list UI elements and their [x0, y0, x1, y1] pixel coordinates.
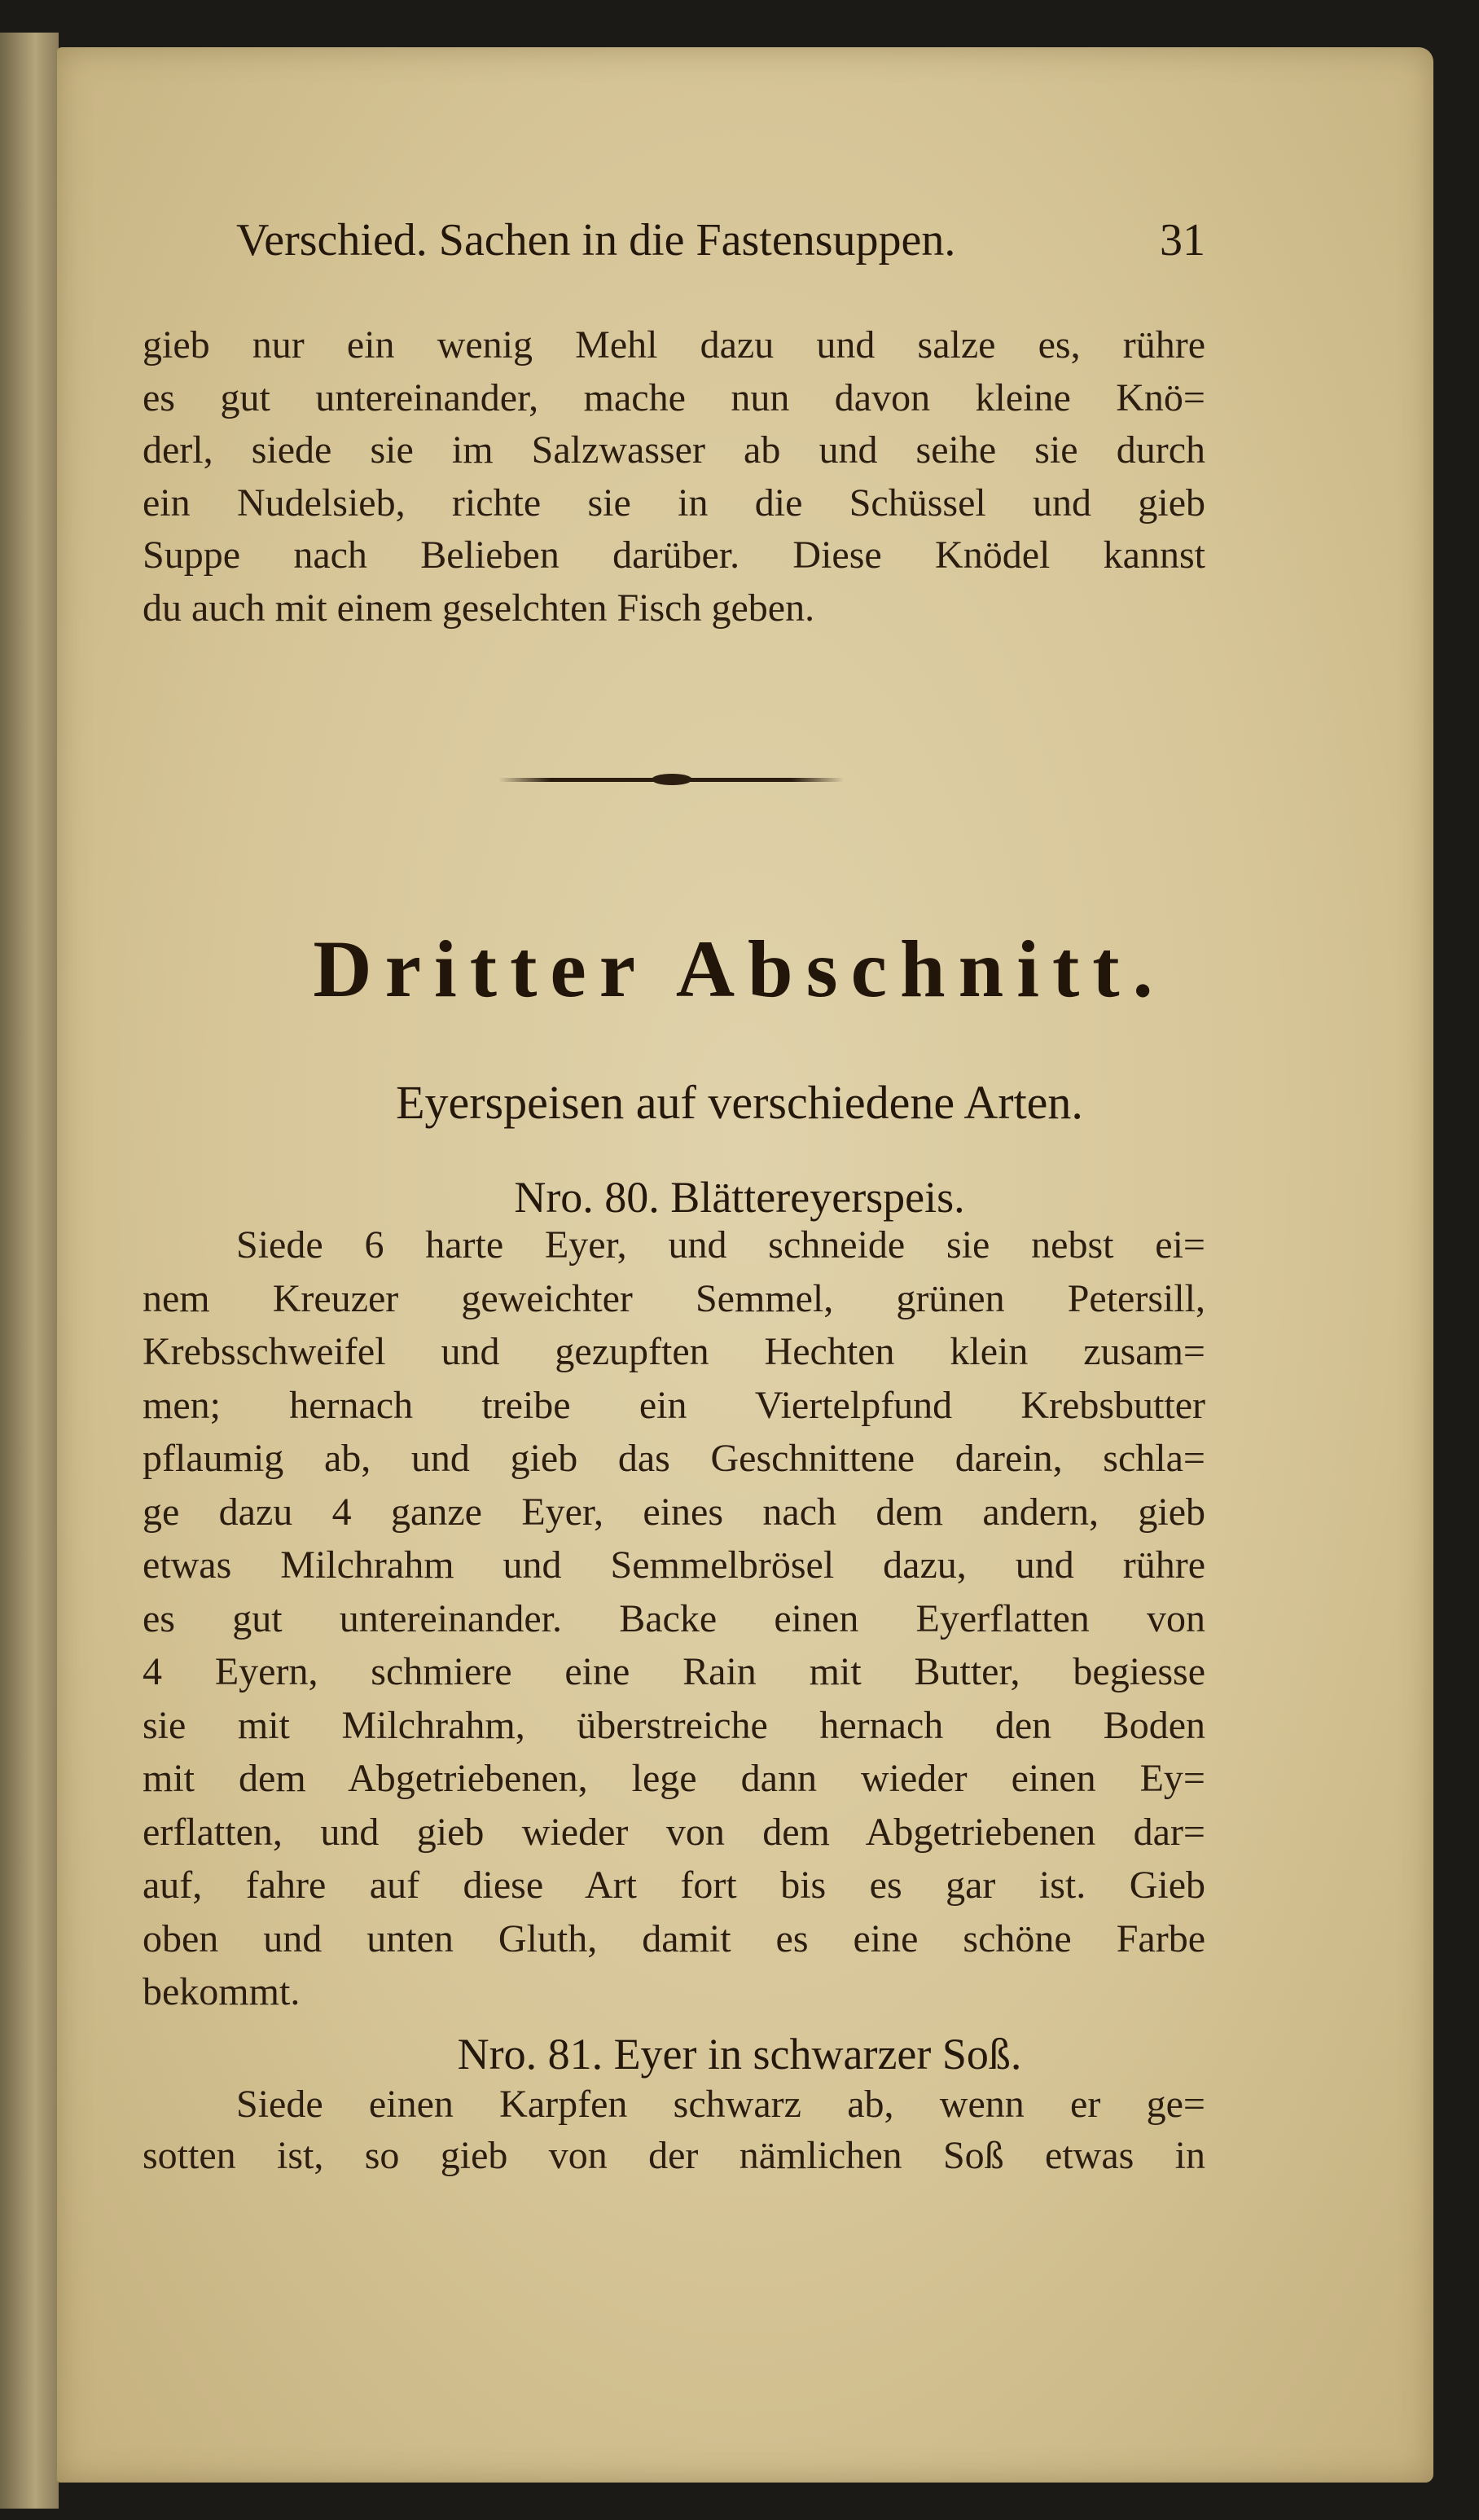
- text-line: derl, siede sie im Salzwasser ab und seihe sie durch: [143, 428, 1205, 472]
- text-line: gieb nur ein wenig Mehl dazu und salze es, rühre: [143, 323, 1205, 367]
- text-line: Siede einen Karpfen schwarz ab, wenn er ge=: [236, 2083, 1205, 2126]
- text-line: Krebsschweifel und gezupften Hechten klein zusam=: [143, 1330, 1205, 1373]
- text-line: ge dazu 4 ganze Eyer, eines nach dem andern, gieb: [143, 1490, 1205, 1534]
- text-line: es gut untereinander. Backe einen Eyerflatten von: [143, 1596, 1205, 1640]
- ornamental-rule-center: [652, 774, 692, 785]
- text-line: du auch mit einem geselchten Fisch geben.: [143, 586, 815, 630]
- text-line: sotten ist, so gieb von der nämlichen Soß etwas in: [143, 2134, 1205, 2177]
- text-line: mit dem Abgetriebenen, lege dann wieder einen Ey=: [143, 1757, 1205, 1800]
- text-line: es gut untereinander, mache nun davon kleine Knö=: [143, 375, 1205, 419]
- text-line: sie mit Milchrahm, überstreiche hernach den Boden: [143, 1703, 1205, 1747]
- text-line: 4 Eyern, schmiere eine Rain mit Butter, begiesse: [143, 1650, 1205, 1693]
- text-line: etwas Milchrahm und Semmelbrösel dazu, und rühre: [143, 1543, 1205, 1587]
- running-head-title: Verschied. Sachen in die Fastensuppen.: [236, 215, 956, 266]
- text-line: oben und unten Gluth, damit es eine schöne Farbe: [143, 1916, 1205, 1960]
- text-line: pflaumig ab, und gieb das Geschnittene darein, schla=: [143, 1437, 1205, 1480]
- text-line: bekommt.: [143, 1970, 301, 2013]
- text-line: nem Kreuzer geweichter Semmel, grünen Petersill,: [143, 1276, 1205, 1320]
- running-head: [236, 213, 1205, 267]
- section-title: Dritter Abschnitt.: [313, 924, 1166, 1014]
- text-line: ein Nudelsieb, richte sie in die Schüssel und gieb: [143, 481, 1205, 525]
- section-subtitle: Eyerspeisen auf verschiedene Arten.: [396, 1076, 1083, 1129]
- recipe-title: Nro. 80. Blättereyerspeis.: [514, 1173, 965, 1222]
- text-line: auf, fahre auf diese Art fort bis es gar ist. Gieb: [143, 1864, 1205, 1907]
- text-line: Suppe nach Belieben darüber. Diese Knödel kannst: [143, 533, 1205, 577]
- text-line: erflatten, und gieb wieder von dem Abgetriebenen dar=: [143, 1810, 1205, 1854]
- recipe-title: Nro. 81. Eyer in schwarzer Soß.: [457, 2030, 1022, 2079]
- text-line: Siede 6 harte Eyer, und schneide sie nebst ei=: [236, 1223, 1205, 1267]
- text-line: men; hernach treibe ein Viertelpfund Krebsbutter: [143, 1383, 1205, 1427]
- page-number: 31: [1160, 215, 1205, 266]
- previous-page-edge: [0, 33, 59, 2509]
